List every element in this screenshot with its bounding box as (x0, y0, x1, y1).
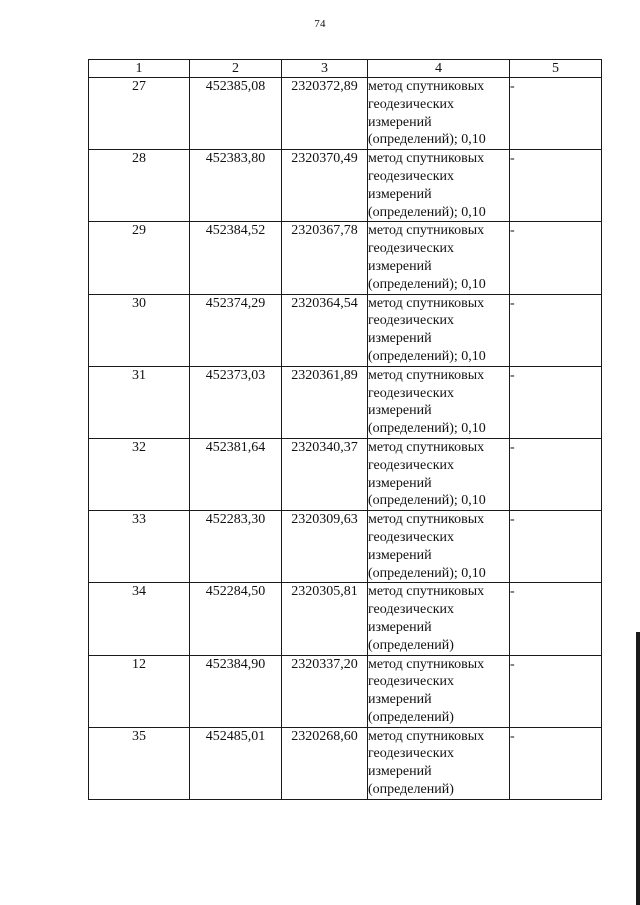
point-number-cell: 12 (89, 655, 190, 727)
coordinate-x-cell: 452485,01 (190, 727, 282, 799)
method-line: геодезических (368, 385, 455, 401)
method-cell (368, 583, 510, 655)
method-line: геодезических (368, 241, 455, 257)
point-number-cell: 34 (89, 583, 190, 655)
method-line: измерений (368, 403, 432, 419)
column-5-cell: - (510, 727, 602, 799)
method-line: геодезических (368, 168, 455, 184)
point-number-cell: 32 (89, 438, 190, 510)
method-cell (368, 222, 510, 294)
method-line: (определений); 0,10 (368, 132, 486, 148)
table-row (89, 583, 602, 655)
method-line: измерений (368, 692, 432, 708)
scan-edge-mark (636, 632, 640, 905)
method-line: (определений) (368, 709, 454, 725)
method-line: (определений); 0,10 (368, 565, 486, 581)
method-line: геодезических (368, 602, 455, 618)
point-number-cell: 35 (89, 727, 190, 799)
method-line: измерений (368, 114, 432, 130)
table-row (89, 222, 602, 294)
method-line: метод спутниковых (368, 656, 485, 672)
column-5-cell: - (510, 366, 602, 438)
header-col-5: 5 (510, 60, 602, 78)
coordinate-y-cell: 2320340,37 (282, 438, 368, 510)
table-header-row (89, 60, 602, 78)
coordinate-y-cell: 2320268,60 (282, 727, 368, 799)
table-row (89, 78, 602, 150)
coordinate-y-cell: 2320372,89 (282, 78, 368, 150)
method-line: (определений); 0,10 (368, 204, 486, 220)
method-line: измерений (368, 186, 432, 202)
point-number-cell: 31 (89, 366, 190, 438)
column-5-cell: - (510, 294, 602, 366)
coordinates-table (88, 59, 602, 800)
method-cell (368, 294, 510, 366)
method-cell (368, 78, 510, 150)
coordinate-y-cell: 2320367,78 (282, 222, 368, 294)
method-line: измерений (368, 547, 432, 563)
point-number-cell: 27 (89, 78, 190, 150)
coordinate-x-cell: 452374,29 (190, 294, 282, 366)
table-row (89, 511, 602, 583)
point-number-cell: 30 (89, 294, 190, 366)
method-line: метод спутниковых (368, 584, 485, 600)
method-cell (368, 727, 510, 799)
coordinate-x-cell: 452284,50 (190, 583, 282, 655)
method-line: измерений (368, 258, 432, 274)
method-line: геодезических (368, 96, 455, 112)
method-line: измерений (368, 475, 432, 491)
method-line: (определений) (368, 782, 454, 798)
table-row (89, 294, 602, 366)
method-line: метод спутниковых (368, 367, 485, 383)
coordinate-x-cell: 452385,08 (190, 78, 282, 150)
coordinate-x-cell: 452384,52 (190, 222, 282, 294)
column-5-cell: - (510, 438, 602, 510)
method-line: (определений); 0,10 (368, 348, 486, 364)
table-row (89, 727, 602, 799)
method-line: (определений); 0,10 (368, 276, 486, 292)
method-line: (определений); 0,10 (368, 493, 486, 509)
coordinate-y-cell: 2320361,89 (282, 366, 368, 438)
method-line: геодезических (368, 746, 455, 762)
method-line: геодезических (368, 529, 455, 545)
method-line: метод спутниковых (368, 223, 485, 239)
method-line: (определений); 0,10 (368, 421, 486, 437)
method-line: метод спутниковых (368, 295, 485, 311)
column-5-cell: - (510, 655, 602, 727)
point-number-cell: 28 (89, 150, 190, 222)
table-row (89, 150, 602, 222)
method-cell (368, 511, 510, 583)
header-col-1: 1 (89, 60, 190, 78)
column-5-cell: - (510, 78, 602, 150)
header-col-3: 3 (282, 60, 368, 78)
coordinate-x-cell: 452381,64 (190, 438, 282, 510)
method-cell (368, 655, 510, 727)
method-cell (368, 438, 510, 510)
method-line: измерений (368, 619, 432, 635)
column-5-cell: - (510, 150, 602, 222)
coordinate-x-cell: 452373,03 (190, 366, 282, 438)
method-line: метод спутниковых (368, 439, 485, 455)
coordinate-x-cell: 452383,80 (190, 150, 282, 222)
point-number-cell: 33 (89, 511, 190, 583)
method-line: измерений (368, 764, 432, 780)
header-col-4: 4 (368, 60, 510, 78)
method-line: геодезических (368, 674, 455, 690)
method-line: метод спутниковых (368, 79, 485, 94)
point-number-cell: 29 (89, 222, 190, 294)
method-cell (368, 366, 510, 438)
coordinate-x-cell: 452384,90 (190, 655, 282, 727)
coordinate-y-cell: 2320370,49 (282, 150, 368, 222)
header-col-2: 2 (190, 60, 282, 78)
method-line: (определений) (368, 637, 454, 653)
coordinate-y-cell: 2320337,20 (282, 655, 368, 727)
method-line: геодезических (368, 313, 455, 329)
coordinate-x-cell: 452283,30 (190, 511, 282, 583)
method-line: геодезических (368, 457, 455, 473)
column-5-cell: - (510, 222, 602, 294)
table-row (89, 366, 602, 438)
page-number: 74 (314, 18, 326, 30)
method-line: измерений (368, 331, 432, 347)
column-5-cell: - (510, 583, 602, 655)
method-line: метод спутниковых (368, 512, 485, 528)
table-row (89, 438, 602, 510)
table-row (89, 655, 602, 727)
method-line: метод спутниковых (368, 151, 485, 167)
method-cell (368, 150, 510, 222)
coordinate-y-cell: 2320309,63 (282, 511, 368, 583)
table-body (89, 78, 602, 800)
coordinate-y-cell: 2320364,54 (282, 294, 368, 366)
column-5-cell: - (510, 511, 602, 583)
coordinate-y-cell: 2320305,81 (282, 583, 368, 655)
method-line: метод спутниковых (368, 728, 485, 744)
